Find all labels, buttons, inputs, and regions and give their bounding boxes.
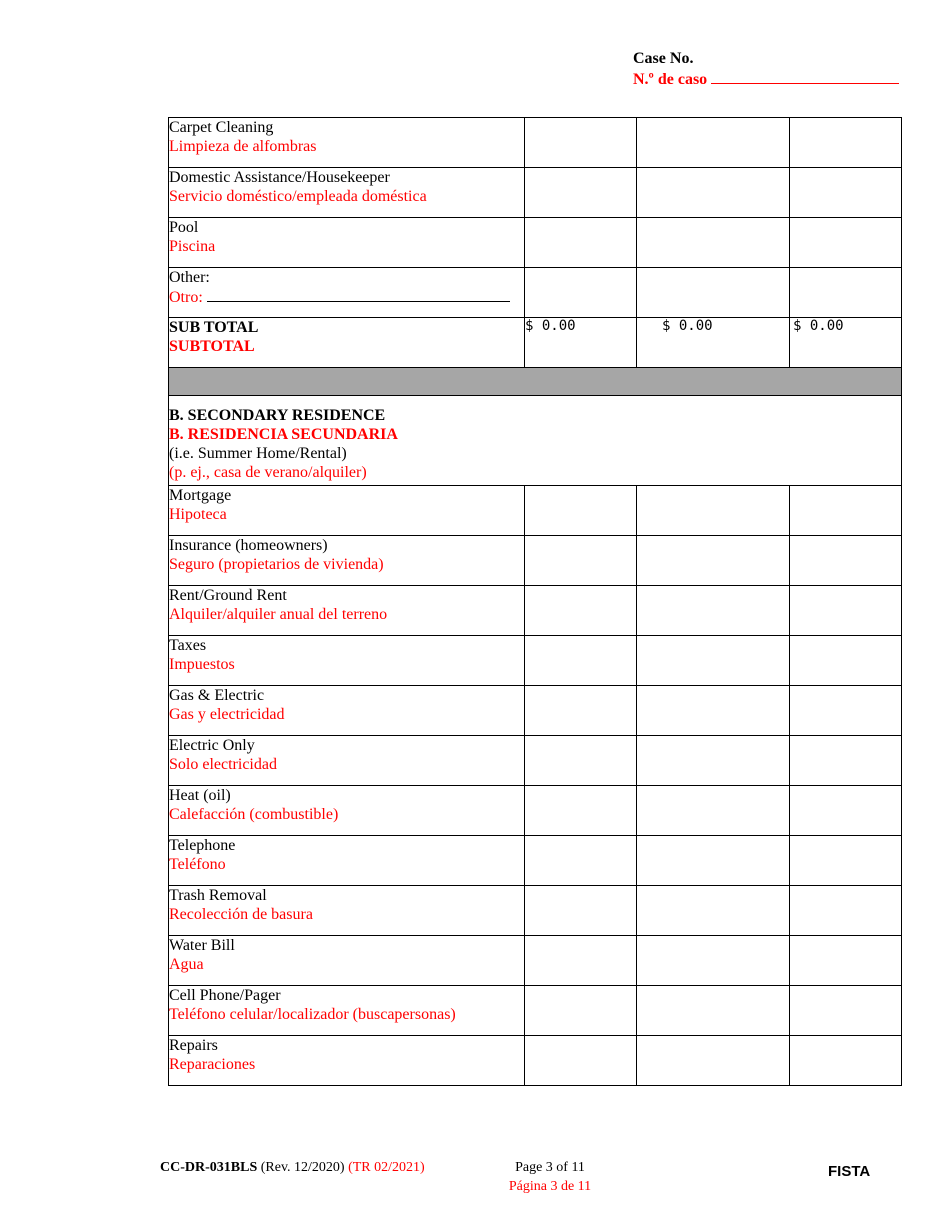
amount-cell[interactable] [790, 936, 902, 986]
amount-cell[interactable] [637, 168, 790, 218]
amount-cell[interactable] [525, 986, 637, 1036]
amount-cell[interactable] [525, 486, 637, 536]
amount-cell[interactable] [525, 936, 637, 986]
amount-cell[interactable] [525, 686, 637, 736]
amount-cell[interactable] [637, 536, 790, 586]
subtotal-row [169, 318, 902, 368]
expense-label: Repairs Reparaciones [169, 1036, 525, 1086]
amount-cell[interactable] [637, 218, 790, 268]
amount-cell[interactable] [525, 586, 637, 636]
case-no-label-es: N.º de caso [633, 69, 899, 90]
subtotal-value-2: $ 0.00 [637, 318, 790, 368]
expense-table [168, 117, 902, 1086]
amount-cell[interactable] [637, 736, 790, 786]
expense-label: Gas & Electric Gas y electricidad [169, 686, 525, 736]
table-row [169, 218, 902, 268]
amount-cell[interactable] [790, 268, 902, 318]
expense-label: Domestic Assistance/Housekeeper Servicio doméstico/empleada doméstica [169, 168, 525, 218]
amount-cell[interactable] [790, 586, 902, 636]
expense-label: Heat (oil) Calefacción (combustible) [169, 786, 525, 836]
separator-row [169, 368, 902, 396]
amount-cell[interactable] [790, 118, 902, 168]
expense-label: Carpet Cleaning Limpieza de alfombras [169, 118, 525, 168]
amount-cell[interactable] [637, 886, 790, 936]
amount-cell[interactable] [637, 686, 790, 736]
amount-cell[interactable] [525, 536, 637, 586]
table-row [169, 486, 902, 536]
page-number: Page 3 of 11 Página 3 de 11 [508, 1160, 592, 1194]
table-row [169, 936, 902, 986]
expense-label: Insurance (homeowners) Seguro (propietarios de vivienda) [169, 536, 525, 586]
amount-cell[interactable] [637, 836, 790, 886]
subtotal-value-3: $ 0.00 [790, 318, 902, 368]
amount-cell[interactable] [637, 1036, 790, 1086]
form-id: CC-DR-031BLS (Rev. 12/2020) (TR 02/2021) [160, 1160, 425, 1175]
amount-cell[interactable] [790, 1036, 902, 1086]
amount-cell[interactable] [637, 636, 790, 686]
amount-cell[interactable] [790, 218, 902, 268]
other-label: Other: Otro: [169, 268, 525, 318]
expense-label: Rent/Ground Rent Alquiler/alquiler anual del terreno [169, 586, 525, 636]
amount-cell[interactable] [525, 168, 637, 218]
table-row [169, 686, 902, 736]
subtotal-label: SUB TOTAL SUBTOTAL [169, 318, 525, 368]
amount-cell[interactable] [525, 118, 637, 168]
amount-cell[interactable] [790, 686, 902, 736]
expense-label: Water Bill Agua [169, 936, 525, 986]
amount-cell[interactable] [637, 268, 790, 318]
amount-cell[interactable] [790, 836, 902, 886]
expense-label: Taxes Impuestos [169, 636, 525, 686]
expense-label: Electric Only Solo electricidad [169, 736, 525, 786]
amount-cell[interactable] [790, 636, 902, 686]
amount-cell[interactable] [790, 486, 902, 536]
table-row [169, 536, 902, 586]
other-input[interactable] [207, 287, 510, 302]
amount-cell[interactable] [790, 168, 902, 218]
section-b-header [169, 396, 902, 486]
amount-cell[interactable] [790, 786, 902, 836]
amount-cell[interactable] [790, 736, 902, 786]
amount-cell[interactable] [637, 486, 790, 536]
amount-cell[interactable] [525, 886, 637, 936]
amount-cell[interactable] [525, 836, 637, 886]
table-row [169, 736, 902, 786]
amount-cell[interactable] [790, 986, 902, 1036]
section-b-title: B. SECONDARY RESIDENCE B. RESIDENCIA SECUNDARIA (i.e. Summer Home/Rental) (p. ej., casa de verano/alquiler) [169, 396, 902, 486]
table-row [169, 168, 902, 218]
case-number-field[interactable] [711, 69, 899, 84]
amount-cell[interactable] [525, 218, 637, 268]
expense-label: Mortgage Hipoteca [169, 486, 525, 536]
expense-label: Trash Removal Recolección de basura [169, 886, 525, 936]
table-row [169, 786, 902, 836]
amount-cell[interactable] [637, 986, 790, 1036]
amount-cell[interactable] [637, 786, 790, 836]
amount-cell[interactable] [790, 886, 902, 936]
amount-cell[interactable] [637, 936, 790, 986]
amount-cell[interactable] [637, 586, 790, 636]
expense-label: Pool Piscina [169, 218, 525, 268]
amount-cell[interactable] [525, 268, 637, 318]
table-row [169, 836, 902, 886]
table-row [169, 636, 902, 686]
fista-label: FISTA [828, 1163, 871, 1180]
amount-cell[interactable] [790, 536, 902, 586]
table-row [169, 886, 902, 936]
amount-cell[interactable] [525, 786, 637, 836]
table-row [169, 1036, 902, 1086]
case-no-label: Case No. [633, 50, 694, 67]
expense-label: Telephone Teléfono [169, 836, 525, 886]
table-row-other [169, 268, 902, 318]
amount-cell[interactable] [525, 636, 637, 686]
table-row [169, 586, 902, 636]
amount-cell[interactable] [637, 118, 790, 168]
table-row [169, 118, 902, 168]
amount-cell[interactable] [525, 736, 637, 786]
subtotal-value-1: $ 0.00 [525, 318, 637, 368]
table-row [169, 986, 902, 1036]
expense-label: Cell Phone/Pager Teléfono celular/localizador (buscapersonas) [169, 986, 525, 1036]
amount-cell[interactable] [525, 1036, 637, 1086]
case-number-header [633, 48, 899, 90]
